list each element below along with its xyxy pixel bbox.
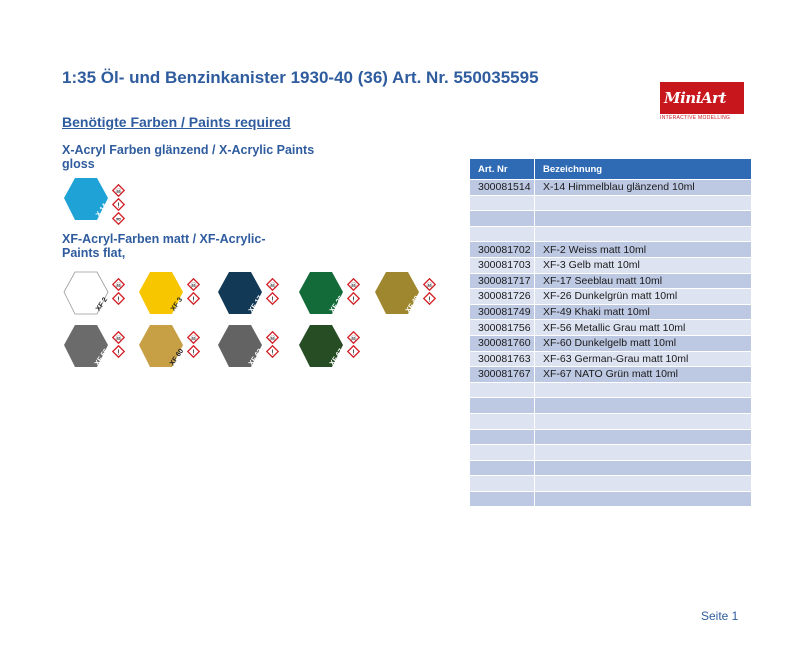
art-nr-cell <box>470 211 535 227</box>
paint-jar-icon <box>62 323 110 369</box>
bezeichnung-cell <box>535 476 752 492</box>
paint-code-label: XF 49 <box>404 294 421 315</box>
svg-text:☠: ☠ <box>350 280 357 290</box>
miniart-logo <box>660 82 744 121</box>
paint-jar <box>137 270 209 318</box>
art-nr-cell: 300081717 <box>470 273 535 289</box>
table-row <box>470 320 751 336</box>
header-bezeichnung: Bezeichnung <box>535 159 752 180</box>
paint-jar-icon <box>137 270 185 316</box>
art-nr-cell: 300081514 <box>470 180 535 196</box>
svg-text:☠: ☠ <box>190 280 197 290</box>
svg-text:!: ! <box>352 294 355 304</box>
logo-subtext: INTERACTIVE MODELLING <box>660 115 731 121</box>
paint-code-label: XF 2 <box>94 296 110 313</box>
bezeichnung-cell <box>535 460 752 476</box>
table-row <box>470 180 751 196</box>
section-title: Benötigte Farben / Paints required <box>62 114 291 130</box>
table-row <box>470 398 751 414</box>
table-row <box>470 289 751 305</box>
table-row <box>470 445 751 461</box>
table-row <box>470 351 751 367</box>
paint-jar-icon <box>373 270 421 316</box>
bezeichnung-cell: XF-63 German-Grau matt 10ml <box>535 351 752 367</box>
paint-code-label: XF 3 <box>169 296 185 313</box>
table-row <box>470 476 751 492</box>
art-nr-cell: 300081767 <box>470 367 535 383</box>
table-row <box>470 226 751 242</box>
art-nr-cell: 300081702 <box>470 242 535 258</box>
bezeichnung-cell <box>535 226 752 242</box>
svg-text:!: ! <box>117 294 120 304</box>
paint-code-label: X 14 <box>95 202 110 219</box>
paint-jar-icon <box>216 270 264 316</box>
bezeichnung-cell: XF-49 Khaki matt 10ml <box>535 304 752 320</box>
art-nr-cell <box>470 445 535 461</box>
svg-text:☠: ☠ <box>115 186 122 196</box>
art-nr-cell: 300081749 <box>470 304 535 320</box>
bezeichnung-cell <box>535 382 752 398</box>
bezeichnung-cell: XF-26 Dunkelgrün matt 10ml <box>535 289 752 305</box>
svg-text:☠: ☠ <box>350 333 357 343</box>
table-row <box>470 242 751 258</box>
paints-table-body <box>470 180 751 507</box>
bezeichnung-cell <box>535 413 752 429</box>
bezeichnung-cell: XF-3 Gelb matt 10ml <box>535 257 752 273</box>
svg-text:☠: ☠ <box>269 280 276 290</box>
paints-table <box>470 159 751 506</box>
svg-text:!: ! <box>117 347 120 357</box>
svg-text:☠: ☠ <box>190 333 197 343</box>
art-nr-cell <box>470 429 535 445</box>
art-nr-cell: 300081756 <box>470 320 535 336</box>
svg-text:!: ! <box>192 347 195 357</box>
paint-code-label: XF 63 <box>247 347 264 368</box>
logo-box <box>660 82 744 114</box>
paint-jar-icon <box>62 176 110 222</box>
paint-jar-icon <box>297 270 345 316</box>
bezeichnung-cell: XF-67 NATO Grün matt 10ml <box>535 367 752 383</box>
table-row <box>470 382 751 398</box>
table-row <box>470 460 751 476</box>
bezeichnung-cell <box>535 211 752 227</box>
svg-text:≈: ≈ <box>115 214 122 224</box>
paint-jar-icon <box>216 323 264 369</box>
svg-text:☠: ☠ <box>115 280 122 290</box>
table-row <box>470 273 751 289</box>
paint-jar <box>216 323 288 371</box>
art-nr-cell: 300081703 <box>470 257 535 273</box>
paint-jar <box>62 270 134 318</box>
svg-text:☠: ☠ <box>269 333 276 343</box>
svg-text:☠: ☠ <box>426 280 433 290</box>
paint-jar-icon <box>297 323 345 369</box>
paint-jar <box>137 323 209 371</box>
table-row <box>470 195 751 211</box>
svg-text:!: ! <box>428 294 431 304</box>
art-nr-cell <box>470 195 535 211</box>
paint-code-label: XF 56 <box>93 347 110 368</box>
svg-text:!: ! <box>192 294 195 304</box>
art-nr-cell <box>470 460 535 476</box>
paint-jar <box>297 323 369 371</box>
paint-jar <box>62 323 134 371</box>
bezeichnung-cell <box>535 195 752 211</box>
paint-code-label: XF 17 <box>247 294 264 315</box>
bezeichnung-cell <box>535 429 752 445</box>
table-row <box>470 211 751 227</box>
logo-text: MiniArt <box>664 89 726 107</box>
svg-text:!: ! <box>352 347 355 357</box>
paint-jar <box>373 270 445 318</box>
bezeichnung-cell: XF-2 Weiss matt 10ml <box>535 242 752 258</box>
art-nr-cell <box>470 382 535 398</box>
paint-jar <box>216 270 288 318</box>
bezeichnung-cell: XF-60 Dunkelgelb matt 10ml <box>535 335 752 351</box>
bezeichnung-cell: X-14 Himmelblau glänzend 10ml <box>535 180 752 196</box>
table-row <box>470 429 751 445</box>
paint-jar-icon <box>137 323 185 369</box>
art-nr-cell <box>470 226 535 242</box>
bezeichnung-cell: XF-56 Metallic Grau matt 10ml <box>535 320 752 336</box>
paints-table-header <box>470 159 751 180</box>
table-row <box>470 257 751 273</box>
gloss-paints-heading: X-Acryl Farben glänzend / X-Acrylic Paints gloss <box>62 143 315 171</box>
svg-text:☠: ☠ <box>115 333 122 343</box>
table-row <box>470 491 751 506</box>
paint-jar <box>62 176 134 224</box>
art-nr-cell: 300081726 <box>470 289 535 305</box>
art-nr-cell: 300081760 <box>470 335 535 351</box>
svg-text:!: ! <box>271 347 274 357</box>
art-nr-cell <box>470 413 535 429</box>
art-nr-cell <box>470 476 535 492</box>
paint-jar-icon <box>62 270 110 316</box>
header-art-nr: Art. Nr <box>470 159 535 180</box>
svg-text:!: ! <box>117 200 120 210</box>
art-nr-cell <box>470 398 535 414</box>
table-row <box>470 413 751 429</box>
flat-paints-heading: XF-Acryl-Farben matt / XF-Acrylic-Paints flat, <box>62 232 266 260</box>
page-number: Seite 1 <box>701 609 739 623</box>
art-nr-cell <box>470 491 535 506</box>
bezeichnung-cell: XF-17 Seeblau matt 10ml <box>535 273 752 289</box>
paint-code-label: XF 60 <box>168 347 185 368</box>
svg-text:!: ! <box>271 294 274 304</box>
table-row <box>470 304 751 320</box>
bezeichnung-cell <box>535 445 752 461</box>
bezeichnung-cell <box>535 398 752 414</box>
paint-code-label: XF 67 <box>328 347 345 368</box>
table-row <box>470 367 751 383</box>
art-nr-cell: 300081763 <box>470 351 535 367</box>
page-title: 1:35 Öl- und Benzinkanister 1930-40 (36) Art. Nr. 550035595 <box>62 68 539 87</box>
paint-jar <box>297 270 369 318</box>
paint-code-label: XF 26 <box>328 294 345 315</box>
table-row <box>470 335 751 351</box>
bezeichnung-cell <box>535 491 752 506</box>
